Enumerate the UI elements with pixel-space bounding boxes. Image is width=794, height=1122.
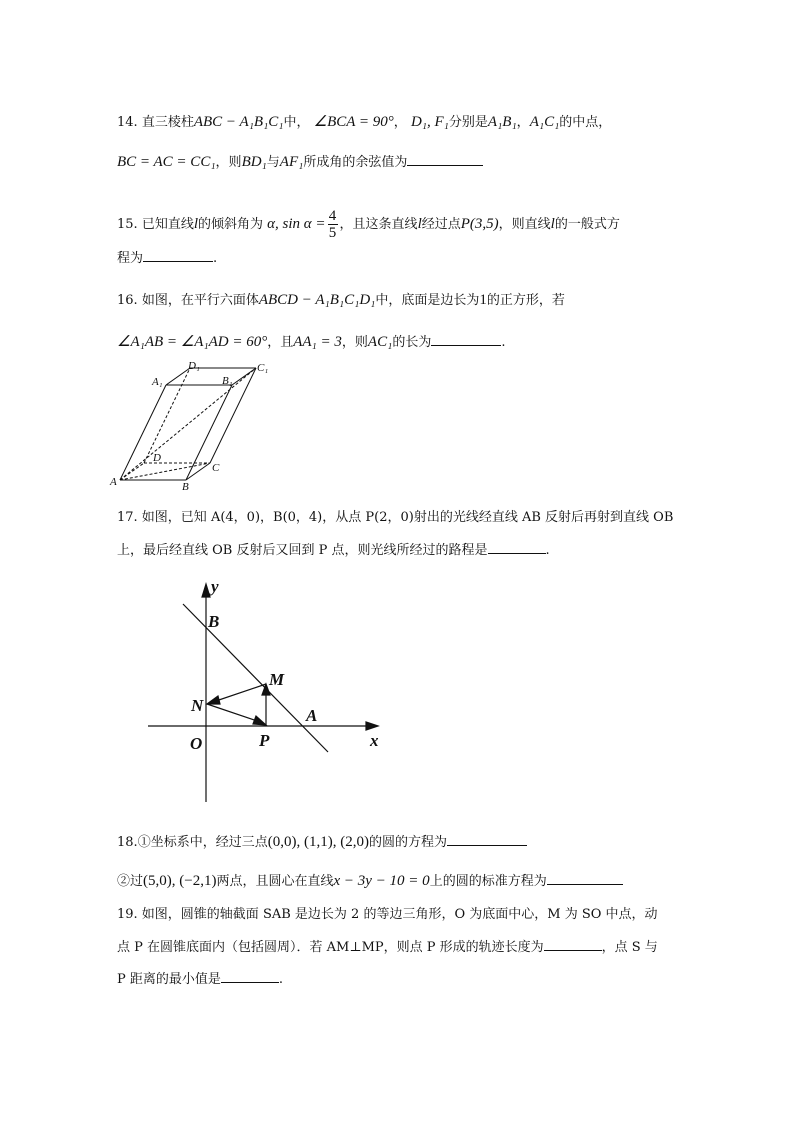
- q15-l3: l: [550, 216, 555, 232]
- label-A1: A₁: [152, 376, 163, 388]
- q14-line2: [117, 153, 483, 172]
- q15-text: 的倾斜角为: [198, 217, 264, 232]
- q17-end: .: [545, 543, 550, 558]
- q18-line-eq: x − 3y − 10 = 0: [333, 873, 430, 889]
- q16-text: 中，底面是边长为: [375, 293, 480, 308]
- q14-prism: ABC − A₁B₁C₁: [193, 114, 284, 130]
- q16-number: 16.: [117, 293, 138, 308]
- q15-frac-den: 5: [328, 225, 337, 241]
- label-N: N: [191, 696, 204, 715]
- answer-blank[interactable]: [407, 153, 483, 166]
- q16-text: ，则: [341, 335, 368, 350]
- label-B: B: [208, 612, 220, 631]
- label-C: C: [212, 462, 220, 474]
- q19-end: .: [278, 972, 284, 987]
- label-M: M: [269, 670, 285, 689]
- q15-end: .: [213, 251, 218, 266]
- q15-text: 已知直线: [141, 217, 194, 232]
- q15-text: 程为: [117, 251, 144, 266]
- q14-text: 与: [266, 155, 280, 170]
- label-B: B: [182, 481, 189, 490]
- label-y: y: [211, 577, 219, 596]
- q17-line1: 17. 如图，已知 A(4，0)，B(0，4)，从点 P(2，0)射出的光线经直线 AB 反射后再射到直线 OB: [117, 510, 674, 525]
- label-O: O: [190, 734, 203, 753]
- line-AB: [183, 604, 328, 752]
- label-P: P: [259, 731, 270, 750]
- q18-circle2: ②: [117, 874, 131, 889]
- q14-text: 中，: [283, 115, 310, 130]
- q18-text: 的圆的方程为: [368, 835, 447, 850]
- q16-aa1: AA₁ = 3: [293, 334, 342, 350]
- q16-end: .: [501, 335, 506, 350]
- q14-bd1: BD₁: [241, 154, 267, 170]
- q18-points: (0,0), (1,1), (2,0): [267, 834, 369, 850]
- q14-text: 所成角的余弦值为: [303, 155, 408, 170]
- q14-text: 的中点，: [559, 115, 612, 130]
- ray-NP-arrow: [253, 716, 266, 725]
- y-axis-arrow: [202, 584, 210, 597]
- q18-text: 上的圆的标准方程为: [429, 874, 547, 889]
- q14-seg1: A₁B₁: [487, 114, 517, 130]
- q15-text: 经过点: [421, 217, 461, 232]
- q16-text: ，且: [267, 335, 294, 350]
- label-A: A: [306, 706, 318, 725]
- q19-text: 点 P 在圆锥底面内（包括圆周）．若 AM⊥MP，则点 P 形成的轨迹长度为: [117, 940, 544, 955]
- q15-text: ，则直线: [498, 217, 551, 232]
- answer-blank[interactable]: [431, 333, 501, 346]
- q18-text: 过: [130, 874, 144, 889]
- q14-af1: AF₁: [279, 154, 304, 170]
- q18-points2: (5,0), (−2,1): [143, 873, 217, 889]
- answer-blank[interactable]: [488, 541, 546, 554]
- q15-l: l: [193, 216, 199, 232]
- answer-blank[interactable]: [447, 833, 527, 846]
- q15-text: ，且这条直线: [339, 217, 418, 232]
- answer-blank[interactable]: [544, 938, 602, 951]
- q17-text: 上，最后经直线 OB 反射后又回到 P 点，则光线所经过的路程是: [117, 543, 488, 558]
- q18-line2: [117, 872, 623, 891]
- q14-line1: [117, 113, 611, 132]
- answer-blank[interactable]: [547, 872, 623, 885]
- q14-points: D₁, F₁: [410, 114, 449, 130]
- q15-line1: [117, 207, 620, 242]
- q15-alpha: α, sin α =: [267, 216, 326, 232]
- q15-number: 15.: [117, 217, 138, 232]
- q14-text: 分别是: [448, 115, 488, 130]
- q14-text: 直三棱柱: [141, 115, 194, 130]
- q18-text: 坐标系中，经过三点: [150, 835, 268, 850]
- q16-text: 的长为: [392, 335, 432, 350]
- label-C1: C₁: [257, 362, 269, 374]
- edge-AA1: [120, 385, 166, 480]
- q15-point: P(3,5): [460, 216, 499, 232]
- label-x: x: [370, 731, 379, 750]
- q14-text: ，: [516, 115, 530, 130]
- q19-line1: 19. 如图，圆锥的轴截面 SAB 是边长为 2 的等边三角形，O 为底面中心，M 为 SO 中点，动: [117, 907, 658, 922]
- q14-text: ，则: [215, 155, 242, 170]
- q19-line3: [117, 970, 283, 989]
- q14-number: 14.: [117, 115, 138, 130]
- q15-fraction: [328, 208, 338, 241]
- q18-number: 18.: [117, 835, 138, 850]
- parallelepiped-figure: [108, 360, 283, 490]
- ray-MN-arrow: [207, 696, 220, 704]
- q17-line2: [117, 541, 550, 560]
- q16-one: 1: [479, 292, 487, 308]
- q18-line1: [117, 833, 527, 852]
- q15-text: 的一般式方: [554, 217, 620, 232]
- q18-circle1: ①: [137, 835, 151, 850]
- q19-text: P 距离的最小值是: [117, 972, 221, 987]
- answer-blank[interactable]: [221, 970, 279, 983]
- label-A: A: [110, 476, 117, 488]
- q16-line2: [117, 333, 505, 352]
- q15-line2: [117, 249, 217, 268]
- ray-NP: [207, 704, 260, 722]
- q14-equality: BC = AC = CC₁: [117, 154, 216, 170]
- label-D1: D₁: [188, 360, 200, 372]
- label-D: D: [153, 452, 161, 464]
- x-axis-arrow: [366, 722, 378, 730]
- diagonal-AC: [120, 463, 210, 480]
- q15-frac-num: 4: [328, 208, 337, 224]
- reflection-figure: [140, 572, 390, 804]
- q14-text: ，: [393, 115, 407, 130]
- q19-line2: [117, 938, 658, 957]
- q16-text: 如图，在平行六面体: [141, 293, 259, 308]
- answer-blank[interactable]: [143, 249, 213, 262]
- q16-ac1: AC₁: [367, 334, 393, 350]
- q19-text: ，点 S 与: [601, 940, 658, 955]
- q16-solid: ABCD − A₁B₁C₁D₁: [258, 292, 376, 308]
- q18-text: 两点，且圆心在直线: [216, 874, 334, 889]
- q14-angle: ∠BCA = 90°: [313, 114, 394, 130]
- label-B1: B₁: [222, 375, 233, 387]
- q16-angles: ∠A₁AB = ∠A₁AD = 60°: [117, 334, 268, 350]
- q16-text: 的正方形，若: [486, 293, 565, 308]
- q16-line1: [117, 291, 565, 310]
- q14-seg2: A₁C₁: [529, 114, 560, 130]
- q15-l2: l: [417, 216, 422, 232]
